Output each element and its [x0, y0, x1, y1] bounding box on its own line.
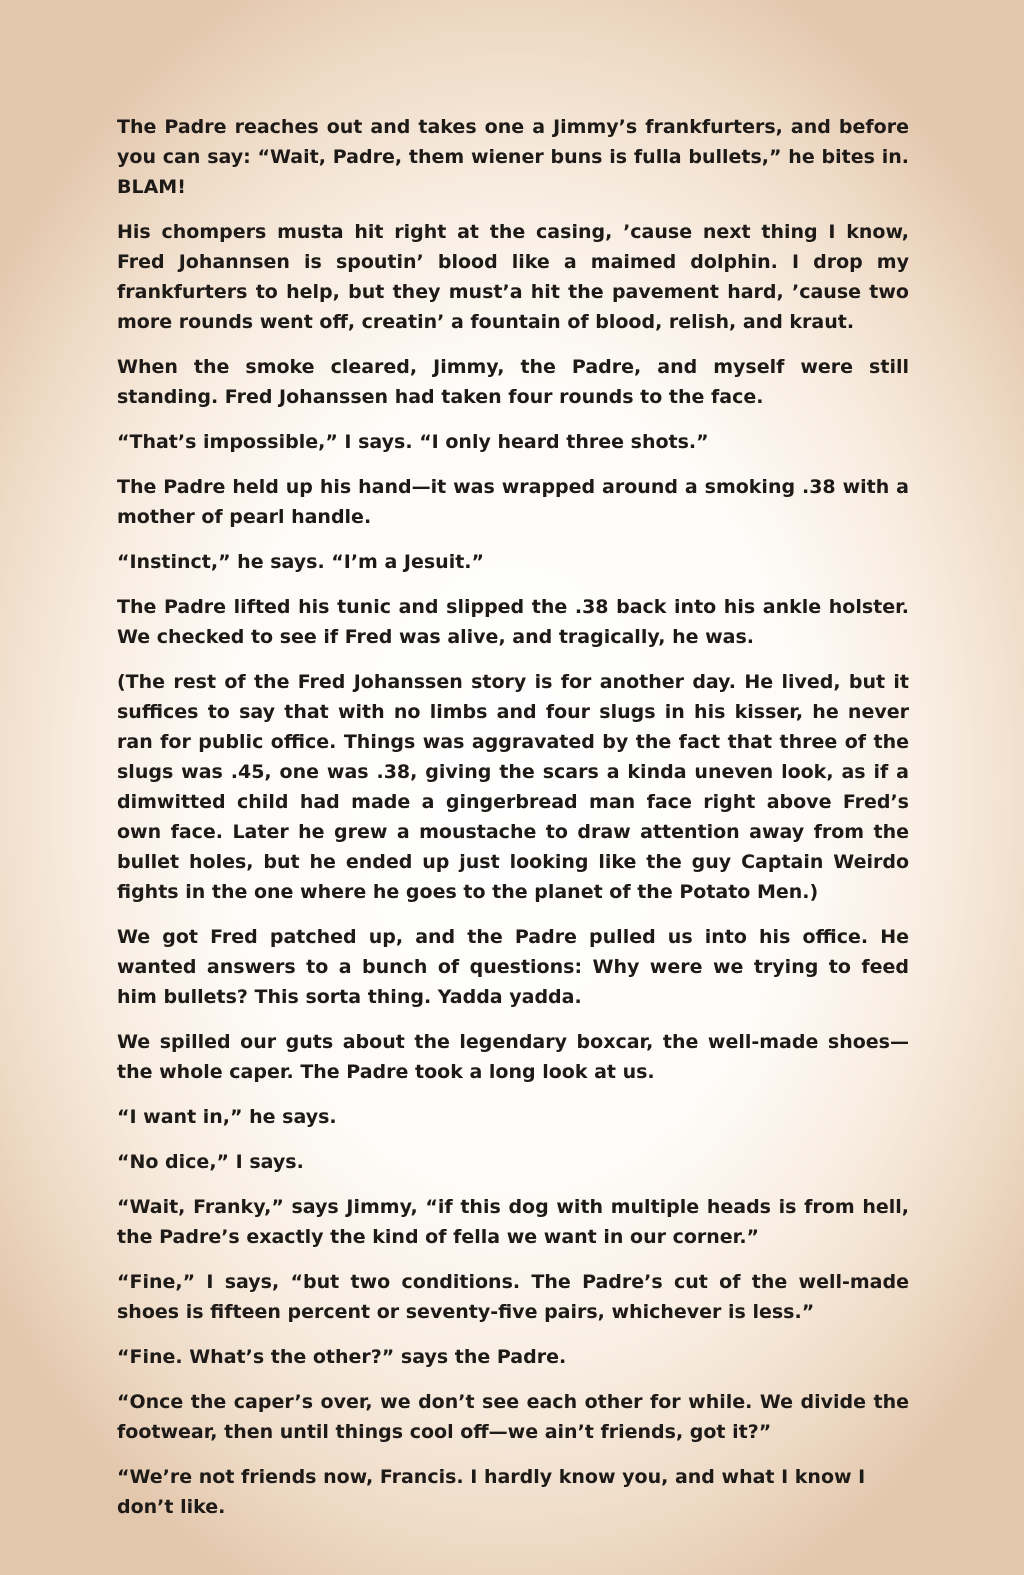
paragraph: “Instinct,” he says. “I’m a Jesuit.”: [117, 551, 484, 573]
page-text: [117, 112, 909, 1537]
paragraph: “Wait, Franky,” says Jimmy, “if this dog with multiple heads is from hell, the Padre’s exactly the kind of fella we want in our corner.”: [117, 1196, 909, 1248]
paragraph: The Padre held up his hand—it was wrapped around a smoking .38 with a mother of pearl handle.: [117, 476, 909, 528]
paragraph: “We’re not friends now, Francis. I hardly know you, and what I know I don’t like.: [117, 1466, 866, 1518]
paragraph: The Padre reaches out and takes one a Jimmy’s frankfurters, and before you can say: “Wait, Padre, them wiener buns is fulla bullets,” he bites in. BLAM!: [117, 116, 909, 198]
paragraph: “Fine. What’s the other?” says the Padre.: [117, 1346, 567, 1368]
paragraph: When the smoke cleared, Jimmy, the Padre, and myself were still standing. Fred Johanssen had taken four rounds to the face.: [117, 356, 909, 408]
paragraph: The Padre lifted his tunic and slipped the .38 back into his ankle holster. We checked to see if Fred was alive, and tragically, he was.: [117, 596, 909, 648]
paragraph: We spilled our guts about the legendary boxcar, the well-made shoes—the whole caper. The Padre took a long look at us.: [117, 1031, 909, 1083]
paragraph: “Once the caper’s over, we don’t see each other for while. We divide the footwear, then until things cool off—we ain’t friends, got it?”: [117, 1391, 909, 1443]
paragraph: His chompers musta hit right at the casing, ’cause next thing I know, Fred Johannsen is spoutin’ blood like a maimed dolphin. I drop my frankfurters to help, but they must’a hit the pavement hard, ’cause two more rounds went off, creatin’ a fountain of blood, relish, and kraut.: [117, 221, 909, 333]
paragraph: “That’s impossible,” I says. “I only heard three shots.”: [117, 431, 709, 453]
paragraph: “I want in,” he says.: [117, 1106, 337, 1128]
paragraph: “Fine,” I says, “but two conditions. The Padre’s cut of the well-made shoes is fifteen percent or seventy-five pairs, whichever is less.”: [117, 1271, 909, 1323]
paragraph: (The rest of the Fred Johanssen story is for another day. He lived, but it suffices to say that with no limbs and four slugs in his kisser, he never ran for public office. Things was aggravated by the fact that three of the slugs was .45, one was .38, giving the scars a kinda uneven look, as if a dimwitted child had made a gingerbread man face right above Fred’s own face. Later he grew a moustache to draw attention away from the bullet holes, but he ended up just looking like the guy Captain Weirdo fights in the one where he goes to the planet of the Potato Men.): [117, 671, 909, 903]
paragraph: “No dice,” I says.: [117, 1151, 304, 1173]
paragraph: We got Fred patched up, and the Padre pulled us into his office. He wanted answers to a bunch of questions: Why were we trying to feed him bullets? This sorta thing. Yadda yadda.: [117, 926, 909, 1008]
